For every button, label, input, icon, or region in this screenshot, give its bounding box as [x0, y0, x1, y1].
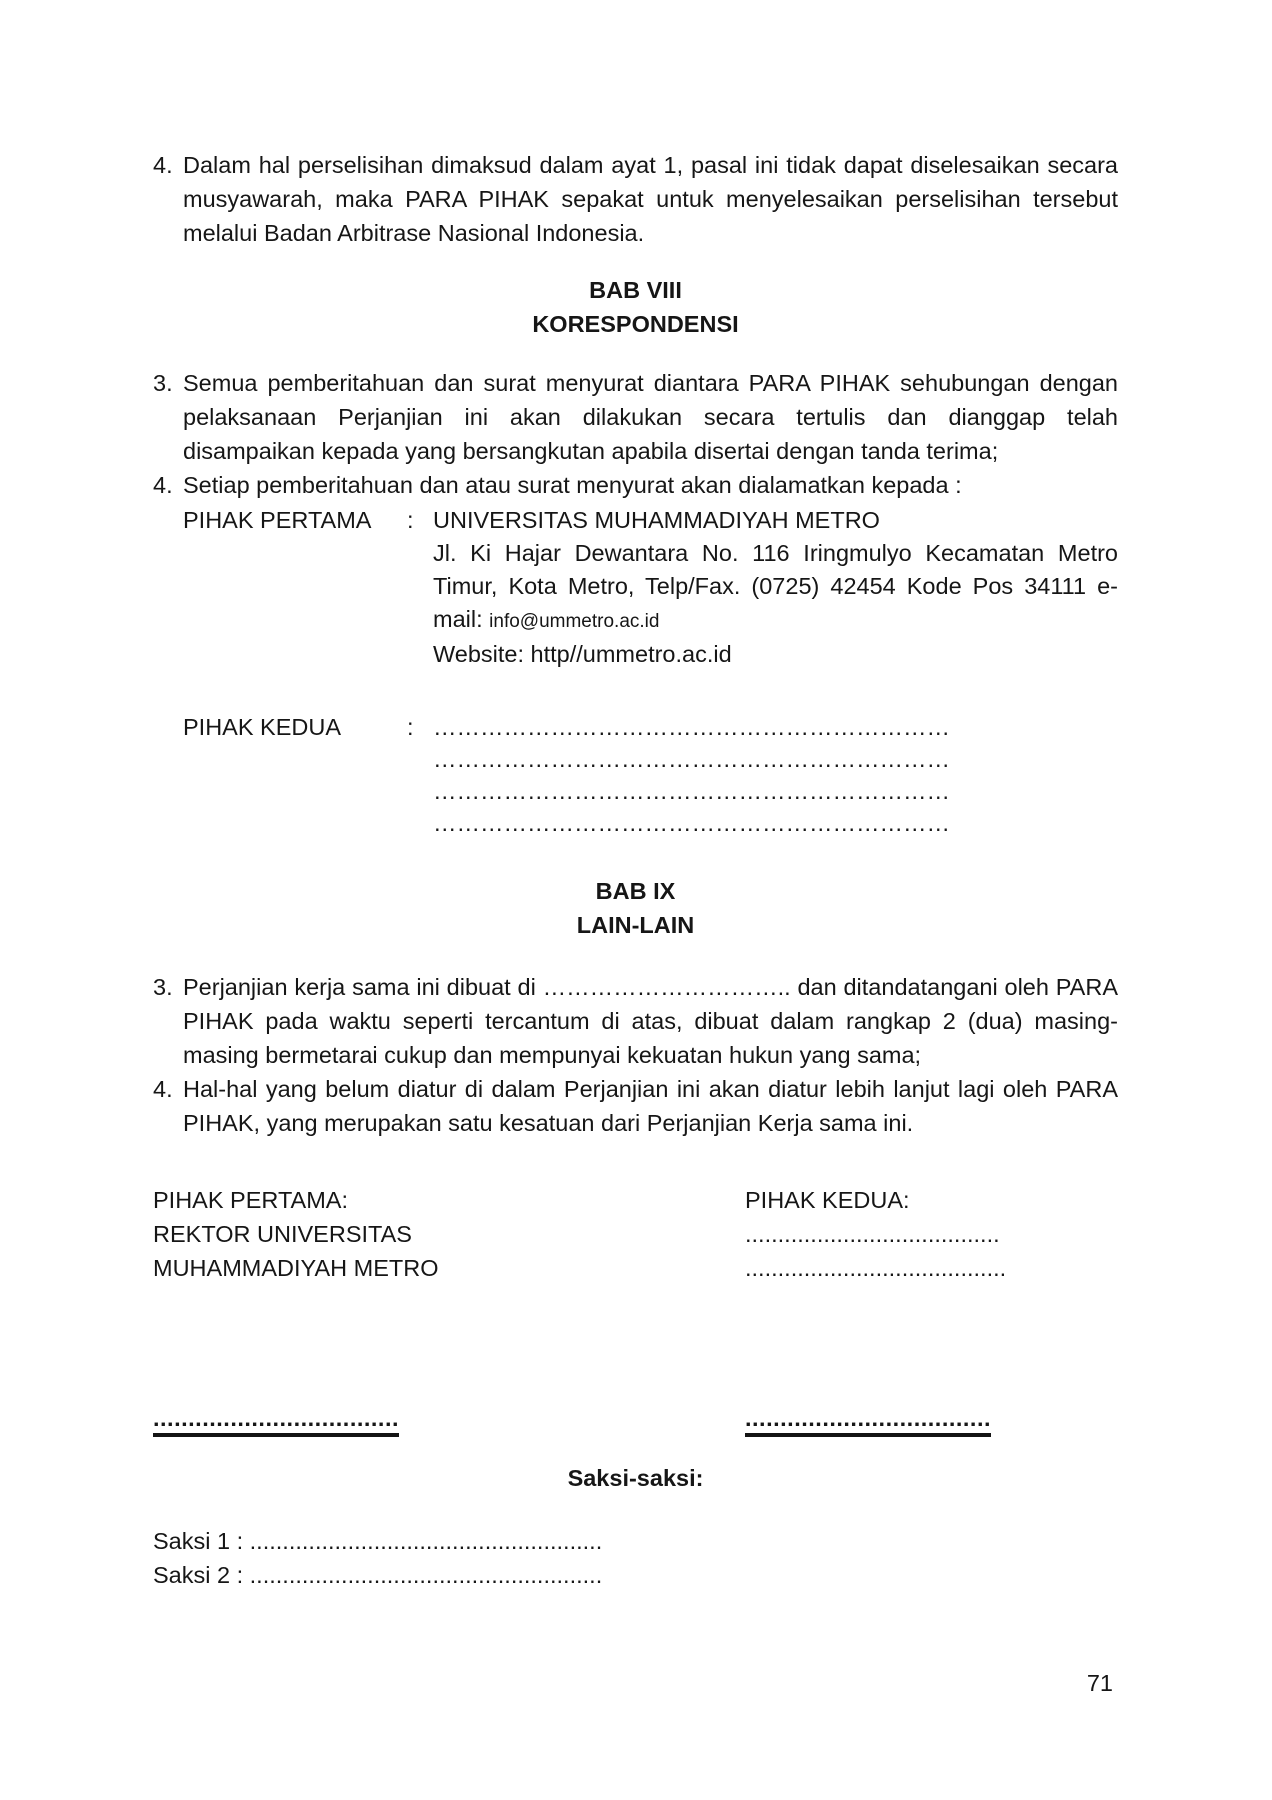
list-item-number: 4. [153, 1076, 173, 1102]
bab8-subtitle: KORESPONDENSI [532, 311, 739, 337]
list-item-text: Hal-hal yang belum diatur di dalam Perjanjian ini akan diatur lebih lanjut lagi oleh PARA PIHAK, yang merupakan satu kesatuan dari Perjanjian Kerja sama ini. [183, 1076, 1118, 1136]
pihak-kedua-label: PIHAK KEDUA [183, 714, 342, 740]
dotted-blank-line: ........................................ [745, 1255, 1007, 1281]
pihak-pertama-sign-title: PIHAK PERTAMA: [153, 1187, 349, 1213]
signature-lines-row [153, 1401, 1118, 1437]
list-item-lainlain-3 [153, 970, 1118, 1072]
dotted-blank-line: ………………………………………………………… [433, 778, 950, 804]
signature-left-column [153, 1183, 745, 1285]
dotted-blank-line: ………………………………………………………… [433, 714, 950, 740]
signature-right-column [745, 1183, 1118, 1285]
list-item-korespondensi-3 [153, 366, 1118, 468]
pihak-pertama-label: PIHAK PERTAMA [183, 507, 372, 533]
list-item-number: 4. [153, 472, 173, 498]
pihak-kedua-block [183, 711, 1118, 839]
list-item-text: Perjanjian kerja sama ini dibuat di ………………………….. dan ditandatangani oleh PARA PIHAK pada waktu seperti tercantum di atas, dibuat dalam rangkap 2 (dua) masing-masing bermetarai cukup dan mempunyai kekuatan hukun yang sama; [183, 974, 1118, 1068]
website-text: Website: http//ummetro.ac.id [433, 641, 732, 667]
email-text: info@ummetro.ac.id [489, 611, 660, 632]
signature-line-right-wrap [745, 1401, 1118, 1437]
list-item-arbitration [153, 148, 1118, 250]
list-item-number: 4. [153, 152, 173, 178]
university-name: UNIVERSITAS MUHAMMADIYAH METRO [433, 507, 880, 533]
list-item-number: 3. [153, 974, 173, 1000]
pihak-pertama-colon: : [407, 507, 414, 533]
bab9-subtitle: LAIN-LAIN [576, 912, 695, 938]
university-address [433, 537, 1118, 638]
list-item-korespondensi-4 [153, 468, 1118, 502]
pihak-kedua-value [433, 711, 1118, 839]
dotted-blank-line: ………………………………………………………… [433, 810, 950, 836]
witness-1-line: Saksi 1 : ...................................................... [153, 1528, 603, 1554]
list-item-text: Dalam hal perselisihan dimaksud dalam ayat 1, pasal ini tidak dapat diselesaikan secara musyawarah, maka PARA PIHAK sepakat untuk menyelesaikan perselisihan tersebut melalui Badan Arbitrase Nasional Indonesia. [183, 152, 1118, 246]
bab8-title: BAB VIII [589, 277, 682, 303]
page-number: 71 [1086, 1670, 1113, 1696]
pihak-kedua-sign-title: PIHAK KEDUA: [745, 1187, 910, 1213]
witness-2-line: Saksi 2 : ...................................................... [153, 1562, 603, 1588]
witnesses-heading: Saksi-saksi: [567, 1465, 704, 1491]
list-item-text: Setiap pemberitahuan dan atau surat menyurat akan dialamatkan kepada : [183, 472, 962, 498]
witnesses-rows [153, 1524, 1118, 1592]
bab9-title: BAB IX [595, 878, 676, 904]
rektor-line: REKTOR UNIVERSITAS [153, 1221, 412, 1247]
signature-line-right: ................................... [745, 1403, 991, 1437]
signature-parties-block [153, 1183, 1118, 1285]
section-heading-bab9 [153, 874, 1118, 942]
list-item-text: Semua pemberitahuan dan surat menyurat diantara PARA PIHAK sehubungan dengan pelaksanaan Perjanjian ini akan dilakukan secara tertulis dan dianggap telah disampaikan kepada yang bersangkutan apabila disertai dengan tanda terima; [183, 370, 1118, 464]
signature-line-left: ................................... [153, 1403, 399, 1437]
list-item-lainlain-4 [153, 1072, 1118, 1140]
address-text: Jl. Ki Hajar Dewantara No. 116 Iringmulyo Kecamatan Metro Timur, Kota Metro, Telp/Fax. (0725) 42454 Kode Pos 34111 e-mail: [433, 540, 1118, 632]
university-line: MUHAMMADIYAH METRO [153, 1255, 439, 1281]
pihak-pertama-value [433, 504, 1118, 671]
section-heading-bab8 [153, 273, 1118, 341]
signature-line-left-wrap [153, 1401, 745, 1437]
list-item-number: 3. [153, 370, 173, 396]
dotted-blank-line: ....................................... [745, 1221, 1000, 1247]
pihak-kedua-colon: : [407, 714, 414, 740]
dotted-blank-line: ………………………………………………………… [433, 746, 950, 772]
pihak-pertama-block [183, 504, 1118, 671]
